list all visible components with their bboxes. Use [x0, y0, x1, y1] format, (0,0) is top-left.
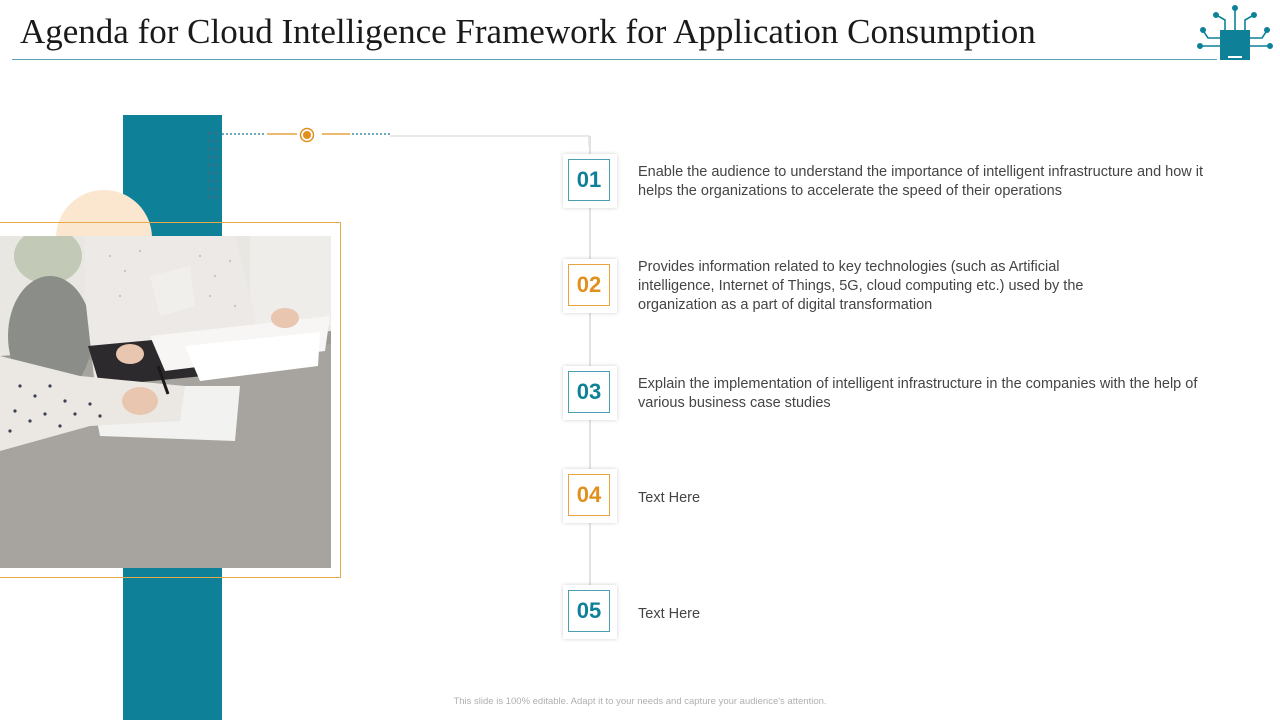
- agenda-item-text: Enable the audience to understand the importance of intelligent infrastructure and how it helps the organizations to accelerate the speed of their operations: [638, 164, 1204, 199]
- circuit-chip-icon: [1196, 4, 1274, 62]
- agenda-item-text: Explain the implementation of intelligent infrastructure in the companies with the help of various business case studies: [638, 376, 1198, 411]
- agenda-item-text: Text Here: [638, 606, 701, 622]
- agenda-number-box: [563, 469, 617, 523]
- title-divider: [12, 59, 1217, 60]
- agenda-number-box: [563, 259, 617, 313]
- page-title: Agenda for Cloud Intelligence Framework for Application Consumption: [20, 12, 1036, 51]
- agenda-number-box: [563, 366, 617, 420]
- agenda-number: 03: [568, 371, 610, 413]
- timeline-connector: [222, 126, 602, 146]
- footer-note: This slide is 100% editable. Adapt it to your needs and capture your audience's attention.: [453, 696, 827, 707]
- agenda-number: 04: [568, 474, 610, 516]
- agenda-number-box: [563, 585, 617, 639]
- agenda-item-text: Text Here: [638, 490, 701, 506]
- agenda-number: 05: [568, 590, 610, 632]
- agenda-number-box: [563, 154, 617, 208]
- dot-pattern: [206, 130, 220, 202]
- agenda-item-text: Provides information related to key technologies (such as Artificial intelligence, Internet of Things, 5G, cloud computing etc.) used by the organization as a part of digital transformation: [638, 259, 1084, 313]
- agenda-number: 01: [568, 159, 610, 201]
- office-meeting-photo: [0, 236, 331, 568]
- agenda-number: 02: [568, 264, 610, 306]
